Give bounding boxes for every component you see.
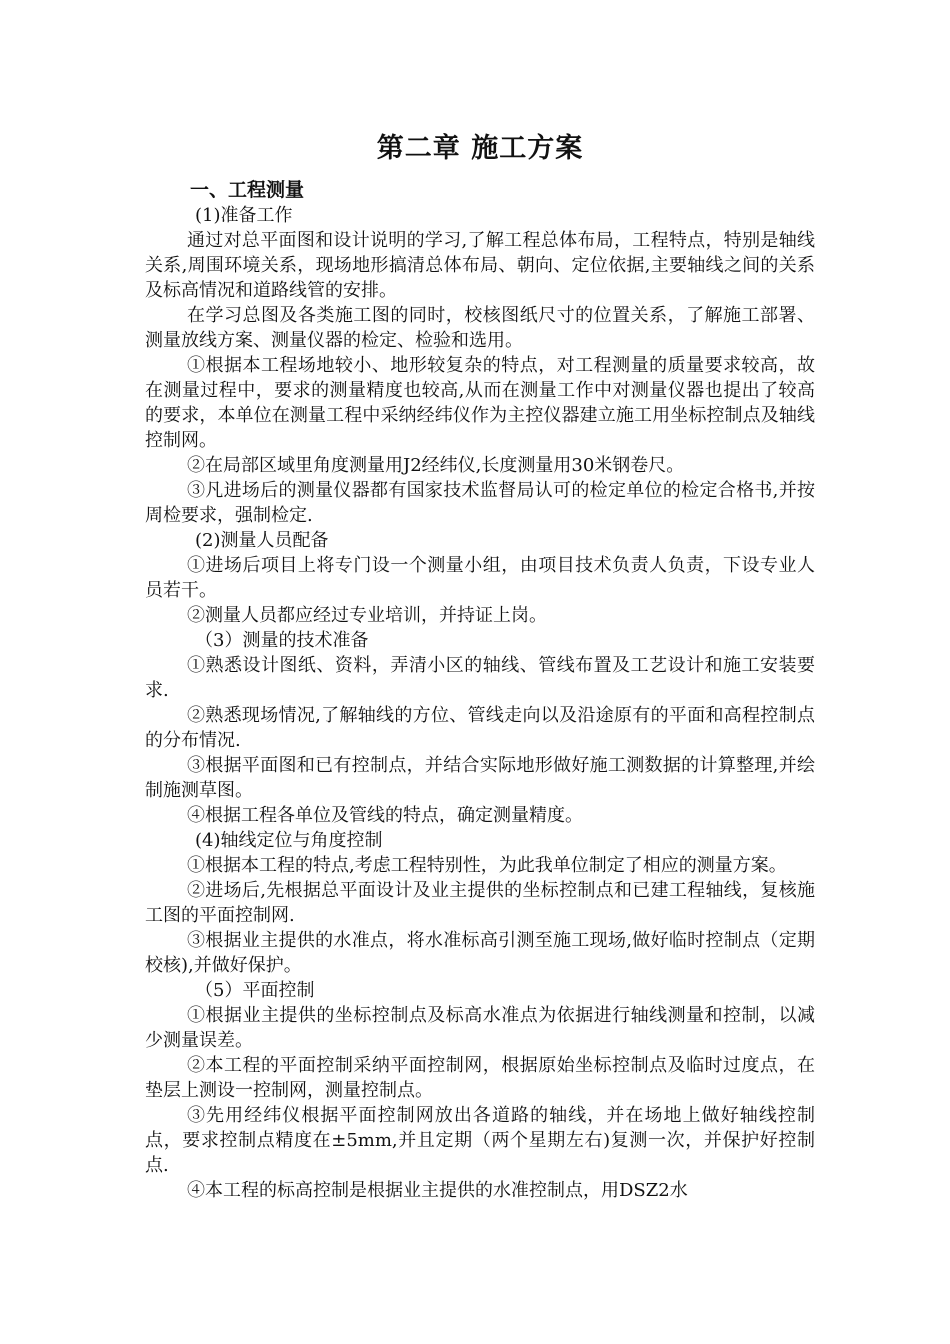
subsection-heading: （3）测量的技术准备	[195, 630, 369, 651]
paragraph: ①根据业主提供的坐标控制点及标高水准点为依据进行轴线测量和控制，以减少测量误差。	[145, 1005, 815, 1051]
section-content	[145, 203, 815, 1203]
paragraph: 在学习总图及各类施工图的同时，校核图纸尺寸的位置关系，了解施工部署、测量放线方案、测量仪器的检定、检验和选用。	[145, 305, 815, 351]
paragraph: ②进场后,先根据总平面设计及业主提供的坐标控制点和已建工程轴线，复核施工图的平面控制网.	[145, 880, 815, 926]
subsection-heading: (2)测量人员配备	[195, 530, 329, 551]
paragraph: ③凡进场后的测量仪器都有国家技术监督局认可的检定单位的检定合格书,并按周检要求，强制检定.	[145, 480, 815, 526]
paragraph: ②本工程的平面控制采纳平面控制网，根据原始坐标控制点及临时过度点，在垫层上测设一控制网，测量控制点。	[145, 1055, 815, 1101]
paragraph: ②在局部区域里角度测量用J2经纬仪,长度测量用30米钢卷尺。	[187, 455, 685, 476]
paragraph: ④本工程的标高控制是根据业主提供的水准控制点，用DSZ2水	[187, 1180, 688, 1201]
paragraph: ③根据业主提供的水准点，将水准标高引测至施工现场,做好临时控制点（定期校核),并做好保护。	[145, 930, 815, 976]
subsection-heading: (4)轴线定位与角度控制	[195, 830, 383, 851]
paragraph: ②熟悉现场情况,了解轴线的方位、管线走向以及沿途原有的平面和高程控制点的分布情况.	[145, 705, 815, 751]
section-heading: 一、工程测量	[190, 179, 305, 201]
paragraph: ①根据本工程场地较小、地形较复杂的特点，对工程测量的质量要求较高，故在测量过程中，要求的测量精度也较高,从而在测量工作中对测量仪器也提出了较高的要求，本单位在测量工程中采纳经纬仪作为主控仪器建立施工用坐标控制点及轴线控制网。	[145, 355, 815, 451]
paragraph: ②测量人员都应经过专业培训，并持证上岗。	[187, 605, 547, 626]
paragraph: 通过对总平面图和设计说明的学习,了解工程总体布局，工程特点，特别是轴线关系,周围环境关系，现场地形搞清总体布局、朝向、定位依据,主要轴线之间的关系及标高情况和道路线管的安排。	[145, 230, 815, 301]
paragraph: ③先用经纬仪根据平面控制网放出各道路的轴线，并在场地上做好轴线控制点，要求控制点精度在±5mm,并且定期（两个星期左右)复测一次，并保护好控制点.	[145, 1105, 815, 1176]
subsection-heading: (1)准备工作	[195, 205, 293, 226]
document-body	[145, 128, 815, 1203]
paragraph: ④根据工程各单位及管线的特点，确定测量精度。	[187, 805, 583, 826]
chapter-title: 第二章 施工方案	[376, 133, 584, 164]
paragraph: ①根据本工程的特点,考虑工程特别性，为此我单位制定了相应的测量方案。	[187, 855, 787, 876]
paragraph: ①进场后项目上将专门设一个测量小组，由项目技术负责人负责，下设专业人员若干。	[145, 555, 815, 601]
paragraph: ③根据平面图和已有控制点，并结合实际地形做好施工测数据的计算整理,并绘制施测草图。	[145, 755, 815, 801]
subsection-heading: （5）平面控制	[195, 980, 315, 1001]
paragraph: ①熟悉设计图纸、资料，弄清小区的轴线、管线布置及工艺设计和施工安装要求.	[145, 655, 815, 701]
